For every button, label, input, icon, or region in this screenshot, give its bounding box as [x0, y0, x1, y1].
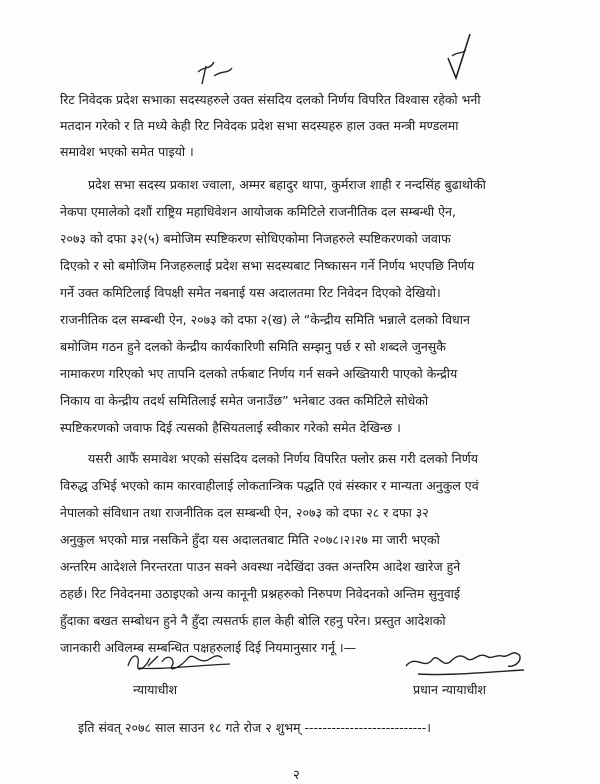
text-line: स्पष्टिकरणको जवाफ दिई त्यसको हैसियतलाई स्वीकार गरेको समेत देखिन्छ । — [60, 420, 401, 435]
judge-signature-scribble — [118, 646, 248, 680]
text-line: राजनीतिक दल सम्बन्धी ऐन, २०७३ को दफा २(ख) ले “केन्द्रीय समिति भन्नाले दलको विधान — [60, 312, 470, 327]
text-line: हुँदाका बखत सम्बोधन हुने नै हुँदा त्यसतर्फ हाल केही बोलि रहनु परेन। प्रस्तुत आदेशको — [60, 613, 446, 628]
text-line: बमोजिम गठन हुने दलको केन्द्रीय कार्यकारिणी समिति सम्झनु पर्छ र सो शब्दले जुनसुकै — [60, 339, 446, 354]
chief-justice-signature-scribble — [398, 644, 538, 684]
text-line: ठहर्छ। रिट निवेदनमा उठाइएको अन्य कानूनी प्रश्नहरुको निरुपण निवेदनको अन्तिम सुनुवाई — [60, 586, 461, 601]
text-line: विरुद्ध उभिई भएको काम कारवाहीलाई लोकतान्त्रिक पद्धति एवं संस्कार र मान्यता अनुकुल एवं — [60, 478, 479, 493]
text-line: अनुकुल भएको मान्न नसकिने हुँदा यस अदालतबाट मिति २०७८।२।२७ मा जारी भएको — [60, 532, 440, 547]
text-line: प्रदेश सभा सदस्य प्रकाश ज्वाला, अम्मर बहादुर थापा, कुर्मराज शाही र नन्दसिंह बुढाथोकी — [88, 177, 486, 192]
text-line: समावेश भएको समेत पाइयो । — [60, 144, 194, 159]
text-line: २०७३ को दफा ३२(५) बमोजिम स्पष्टिकरण सोधिएकोमा निजहरुले स्पष्टिकरणको जवाफ — [60, 231, 451, 246]
date-footer-line: इति संवत् २०७८ साल साउन १८ गते रोज २ शुभम् ---------------------------। — [78, 720, 431, 735]
text-line: नेकपा एमालेको दशौं राष्ट्रिय महाधिवेशन आयोजक कमिटिले राजनीतिक दल सम्बन्धी ऐन, — [60, 204, 456, 219]
chief-justice-signature-label: प्रधान न्यायाधीश — [413, 682, 487, 697]
text-line: जानकारी अविलम्ब सम्बन्धित पक्षहरुलाई दिई नियमानुसार गर्नू ।— — [60, 640, 357, 655]
page-number: २ — [293, 768, 300, 783]
text-line: रिट निवेदक प्रदेश सभाका सदस्यहरुले उक्त संसदिय दलको निर्णय विपरित विश्वास रहेको भनी — [60, 92, 481, 107]
handwritten-initial-mark — [0, 0, 600, 100]
text-line: यसरी आफैं समावेश भएको संसदिय दलको निर्णय विपरित फ्लोर क्रस गरी दलको निर्णय — [88, 451, 479, 466]
text-line: अन्तरिम आदेशले निरन्तरता पाउन सक्ने अवस्था नदेखिंदा उक्त अन्तरिम आदेश खारेज हुने — [60, 559, 461, 574]
text-line: नेपालको संविधान तथा राजनीतिक दल सम्बन्धी ऐन, २०७३ को दफा २८ र दफा ३२ — [60, 505, 429, 520]
text-line: निकाय वा केन्द्रीय तदर्थ समितिलाई समेत जनाउँछ” भनेबाट उक्त कमिटिले सोधेको — [60, 393, 429, 408]
text-line: दिएको र सो बमोजिम निजहरुलाई प्रदेश सभा सदस्यबाट निष्कासन गर्ने निर्णय भएपछि निर्णय — [60, 258, 475, 273]
judge-signature-label: न्यायाधीश — [133, 682, 178, 697]
text-line: मतदान गरेको र ति मध्ये केही रिट निवेदक प्रदेश सभा सदस्यहरु हाल उक्त मन्त्री मण्डलमा — [60, 118, 459, 133]
text-line: गर्ने उक्त कमिटिलाई विपक्षी समेत नबनाई यस अदालतमा रिट निवेदन दिएको देखियो। — [60, 285, 441, 300]
text-line: नामाकरण गरिएको भए तापनि दलको तर्फबाट निर्णय गर्न सक्ने अख्तियारी पाएको केन्द्रीय — [60, 366, 458, 381]
